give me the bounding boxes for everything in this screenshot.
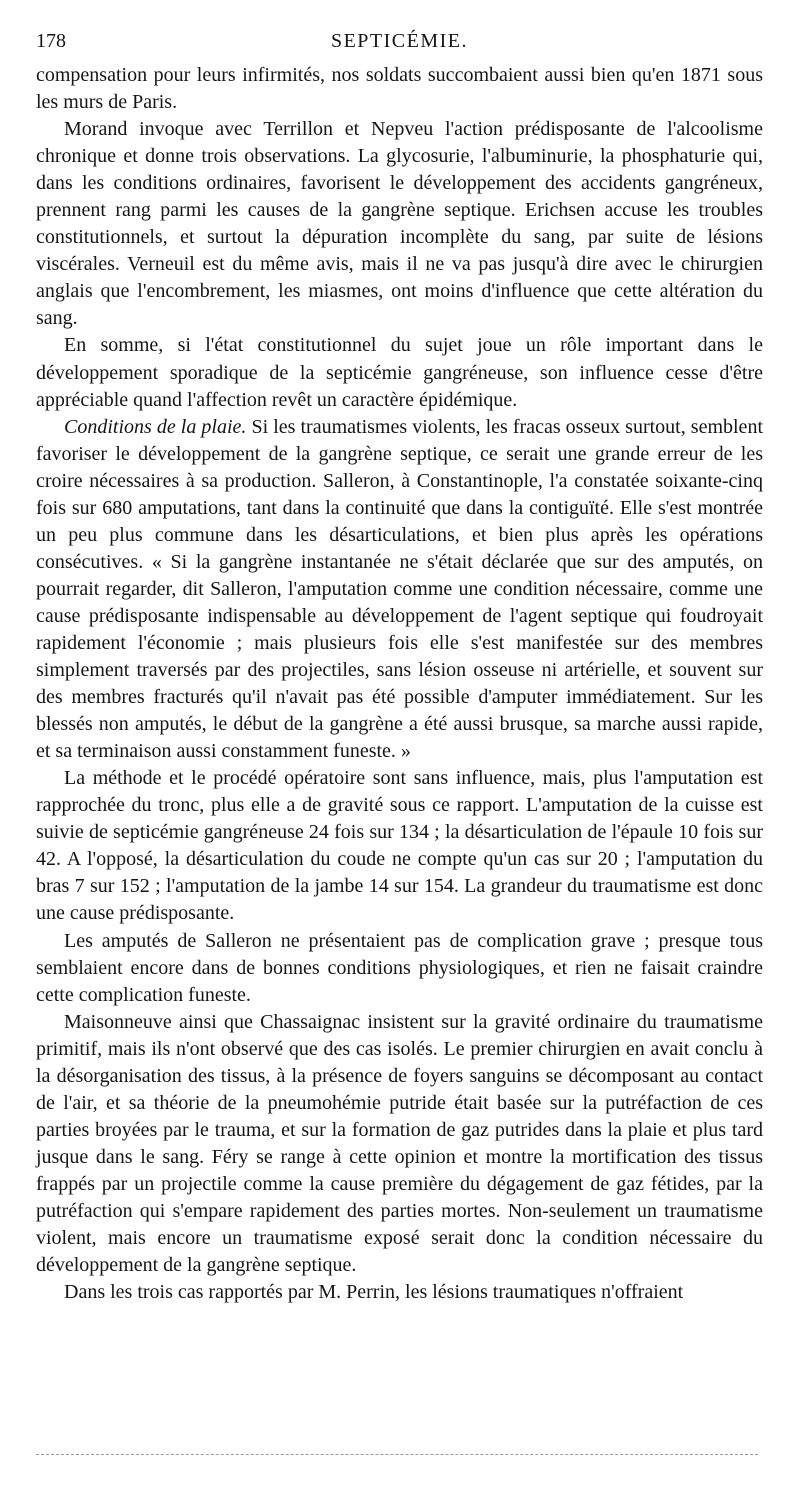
body-text [36, 62, 763, 1306]
paragraph-en-somme [36, 332, 763, 413]
paragraph-perrin [36, 1279, 763, 1306]
paragraph-methode [36, 765, 763, 927]
running-title: SEPTICÉMIE. [330, 30, 469, 52]
page-header [36, 28, 763, 62]
paragraph-text: compensation pour leurs infirmités, nos soldats succombaient aussi bien qu'en 1871 sous les murs de Paris. [36, 64, 763, 114]
paragraph-lead-heading: Conditions de la plaie. [64, 415, 247, 438]
paragraph-text: En somme, si l'état constitutionnel du sujet joue un rôle important dans le développement sporadique de la septicémie gangréneuse, son influence cesse d'être appréciable quand l'affection revêt un caractère épidémique. [36, 334, 763, 411]
paragraph-amputes-salleron [36, 928, 763, 1009]
paragraph-continuation [36, 62, 763, 116]
book-page [36, 28, 763, 1306]
paragraph-text: Si les traumatismes violents, les fracas osseux surtout, semblent favoriser le développement de la gangrène septique, ce serait une grande erreur de les croire nécessaires à sa production. Salleron, à Constantinople, l'a constatée soixante-cinq fois sur 680 amputations, tant dans la continuité que dans la contiguïté. Elle s'est montrée un peu plus commune dans les désarticulations, et bien plus après les opérations consécutives. « Si la gangrène instantanée ne s'était déclarée que sur des amputés, on pourrait regarder, dit Salleron, l'amputation comme une condition nécessaire, comme une cause prédisposante indispensable au développement de l'agent septique qui foudroyait rapidement l'économie ; mais plusieurs fois elle s'est manifestée sur des membres simplement traversés par des projectiles, sans lésion osseuse ni artérielle, et souvent sur des membres fracturés qu'il n'avait pas été possible d'amputer immédiatement. Sur les blessés non amputés, le début de la gangrène a été aussi brusque, sa marche aussi rapide, et sa terminaison aussi constamment funeste. » [36, 415, 763, 763]
paragraph-conditions-plaie [36, 414, 763, 766]
footer-divider [36, 1454, 758, 1455]
paragraph-text: Dans les trois cas rapportés par M. Perrin, les lésions traumatiques n'offraient [64, 1281, 684, 1304]
paragraph-text: Maisonneuve ainsi que Chassaignac insistent sur la gravité ordinaire du traumatisme primitif, mais ils n'ont observé que des cas isolés. Le premier chirurgien en avait conclu à la désorganisation des tissus, à la présence de foyers sanguins se décomposant au contact de l'air, et sa théorie de la pneumohémie putride était basée sur la putréfaction de ces parties broyées par le trauma, et sur la formation de gaz putrides dans la plaie et plus tard jusque dans le sang. Féry se range à cette opinion et montre la mortification des tissus frappés par un projectile comme la cause première du dégagement de gaz fétides, par la putréfaction qui s'empare rapidement des parties mortes. Non-seulement un traumatisme violent, mais encore un traumatisme exposé serait donc la condition nécessaire du développement de la gangrène septique. [36, 1010, 763, 1277]
paragraph-maisonneuve [36, 1009, 763, 1279]
paragraph-text: Les amputés de Salleron ne présentaient pas de complication grave ; presque tous semblaient encore dans de bonnes conditions physiologiques, et rien ne faisait craindre cette complication funeste. [36, 929, 763, 1006]
page-number: 178 [36, 30, 66, 52]
paragraph-alcoolisme [36, 116, 763, 332]
paragraph-text: La méthode et le procédé opératoire sont sans influence, mais, plus l'amputation est rapprochée du tronc, plus elle a de gravité sous ce rapport. L'amputation de la cuisse est suivie de septicémie gangréneuse 24 fois sur 134 ; la désarticulation de l'épaule 10 fois sur 42. A l'opposé, la désarticulation du coude ne compte qu'un cas sur 20 ; l'amputation du bras 7 sur 152 ; l'amputation de la jambe 14 sur 154. La grandeur du traumatisme est donc une cause prédisposante. [36, 767, 763, 925]
paragraph-text: Morand invoque avec Terrillon et Nepveu l'action prédisposante de l'alcoolisme chronique et donne trois observations. La glycosurie, l'albuminurie, la phosphaturie qui, dans les conditions ordinaires, favorisent le développement des accidents gangréneux, prennent rang parmi les causes de la gangrène septique. Erichsen accuse les troubles constitutionnels, et surtout la dépuration incomplète du sang, par suite de lésions viscérales. Verneuil est du même avis, mais il ne va pas jusqu'à dire avec le chirurgien anglais que l'encombrement, les miasmes, ont moins d'influence que cette altération du sang. [36, 118, 763, 330]
